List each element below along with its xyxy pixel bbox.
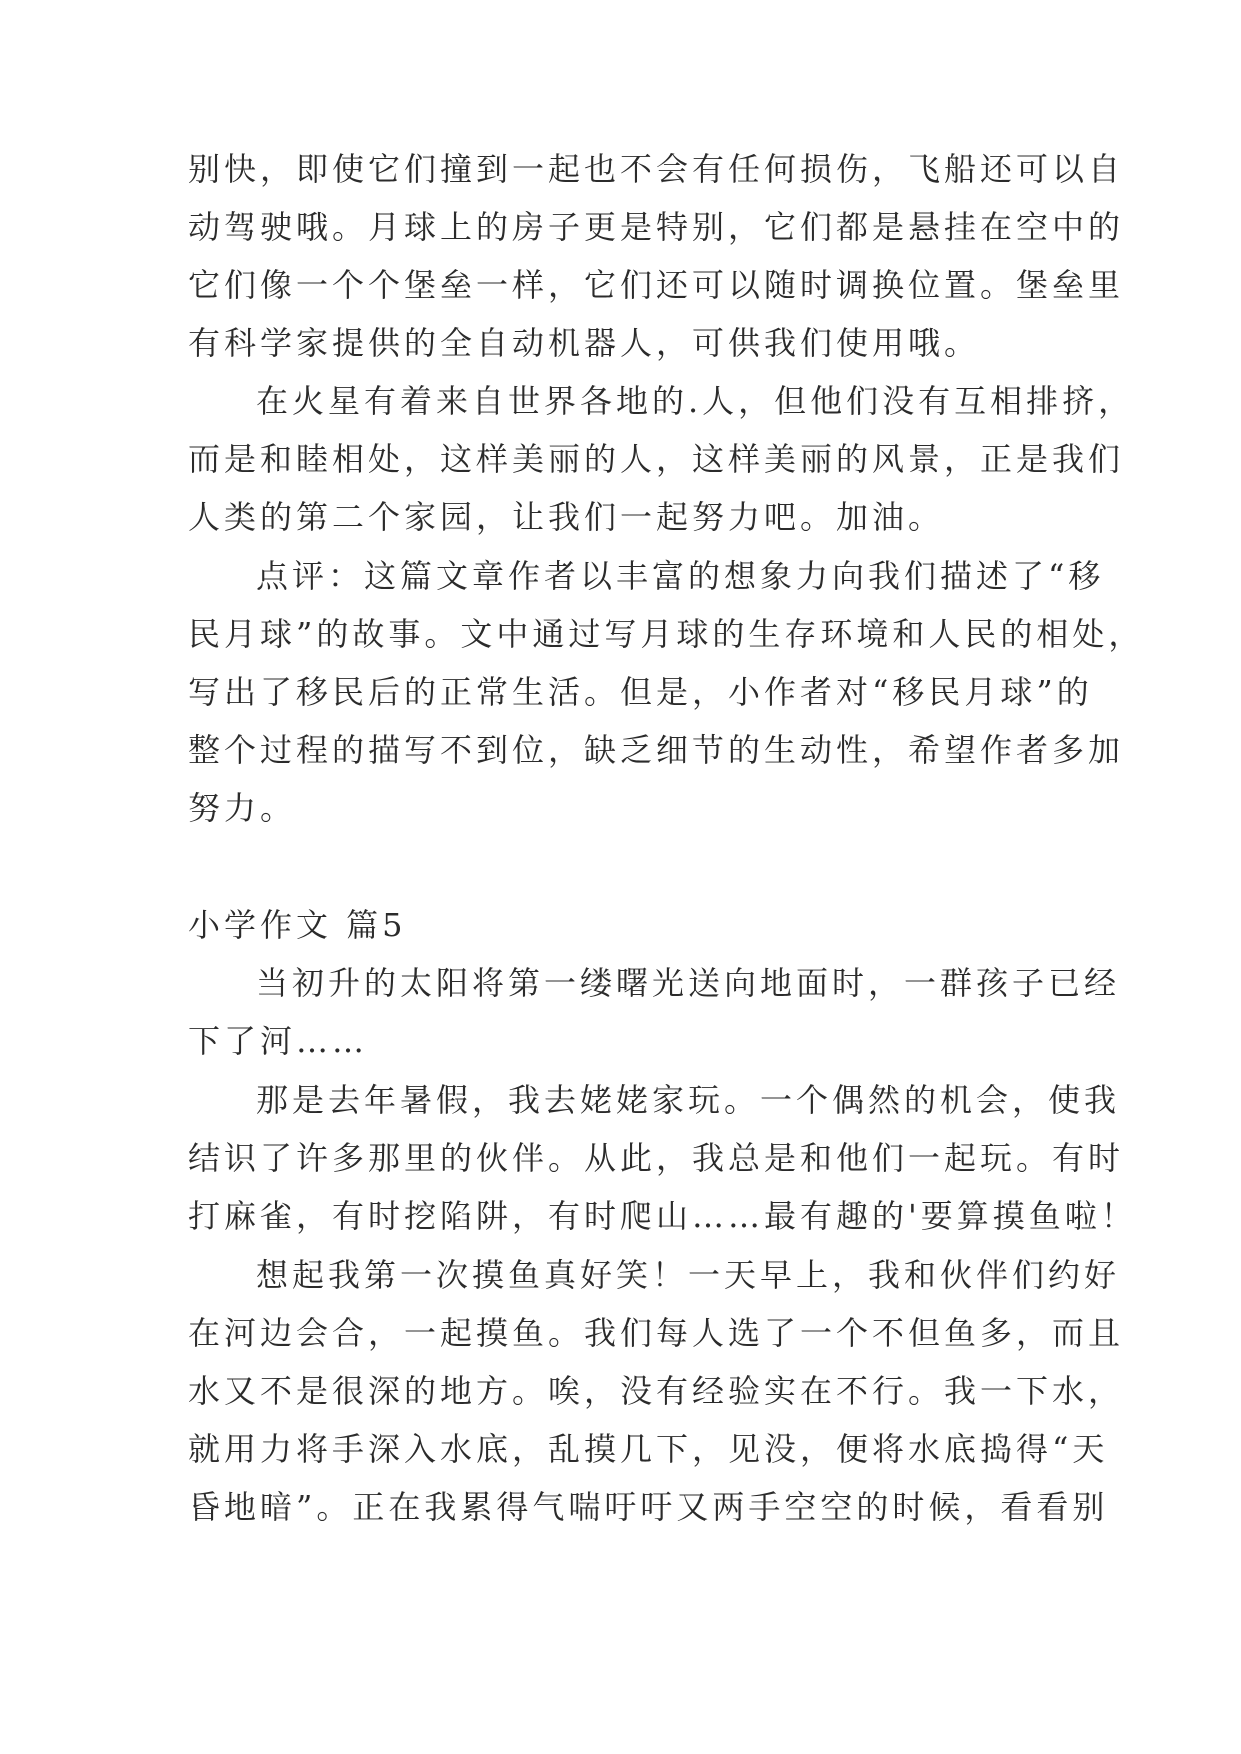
text-line: 当初升的太阳将第一缕曙光送向地面时，一群孩子已经 xyxy=(256,964,1121,1002)
text-line: 想起我第一次摸鱼真好笑！一天早上，我和伙伴们约好 xyxy=(256,1256,1121,1294)
text-line: 写出了移民后的正常生活。但是，小作者对“移民月球”的 xyxy=(188,673,1093,711)
text-line: 在火星有着来自世界各地的.人，但他们没有互相排挤， xyxy=(256,382,1135,420)
text-line: 打麻雀，有时挖陷阱，有时爬山……最有趣的'要算摸鱼啦！ xyxy=(188,1197,1137,1235)
text-line: 结识了许多那里的伙伴。从此，我总是和他们一起玩。有时 xyxy=(188,1139,1125,1177)
text-line: 就用力将手深入水底，乱摸几下，见没，便将水底捣得“天 xyxy=(188,1430,1109,1468)
text-line: 在河边会合，一起摸鱼。我们每人选了一个不但鱼多，而且 xyxy=(188,1314,1125,1352)
section-heading: 小学作文 篇5 xyxy=(188,906,407,944)
text-line: 昏地暗”。正在我累得气喘吁吁又两手空空的时候，看看别 xyxy=(188,1488,1109,1526)
text-line: 水又不是很深的地方。唉，没有经验实在不行。我一下水， xyxy=(188,1372,1125,1410)
text-line: 整个过程的描写不到位，缺乏细节的生动性，希望作者多加 xyxy=(188,731,1125,769)
text-line: 别快，即使它们撞到一起也不会有任何损伤，飞船还可以自 xyxy=(188,150,1125,188)
text-line: 那是去年暑假，我去姥姥家玩。一个偶然的机会，使我 xyxy=(256,1081,1121,1119)
text-line: 下了河…… xyxy=(188,1022,369,1060)
text-line: 有科学家提供的全自动机器人，可供我们使用哦。 xyxy=(188,324,981,362)
text-line: 民月球”的故事。文中通过写月球的生存环境和人民的相处， xyxy=(188,615,1145,653)
text-line: 人类的第二个家园，让我们一起努力吧。加油。 xyxy=(188,498,945,536)
text-line: 动驾驶哦。月球上的房子更是特别，它们都是悬挂在空中的 xyxy=(188,208,1125,246)
text-line: 点评：这篇文章作者以丰富的想象力向我们描述了“移 xyxy=(256,557,1105,595)
text-line: 努力。 xyxy=(188,789,297,827)
text-line: 它们像一个个堡垒一样，它们还可以随时调换位置。堡垒里 xyxy=(188,266,1125,304)
text-line: 而是和睦相处，这样美丽的人，这样美丽的风景，正是我们 xyxy=(188,440,1125,478)
